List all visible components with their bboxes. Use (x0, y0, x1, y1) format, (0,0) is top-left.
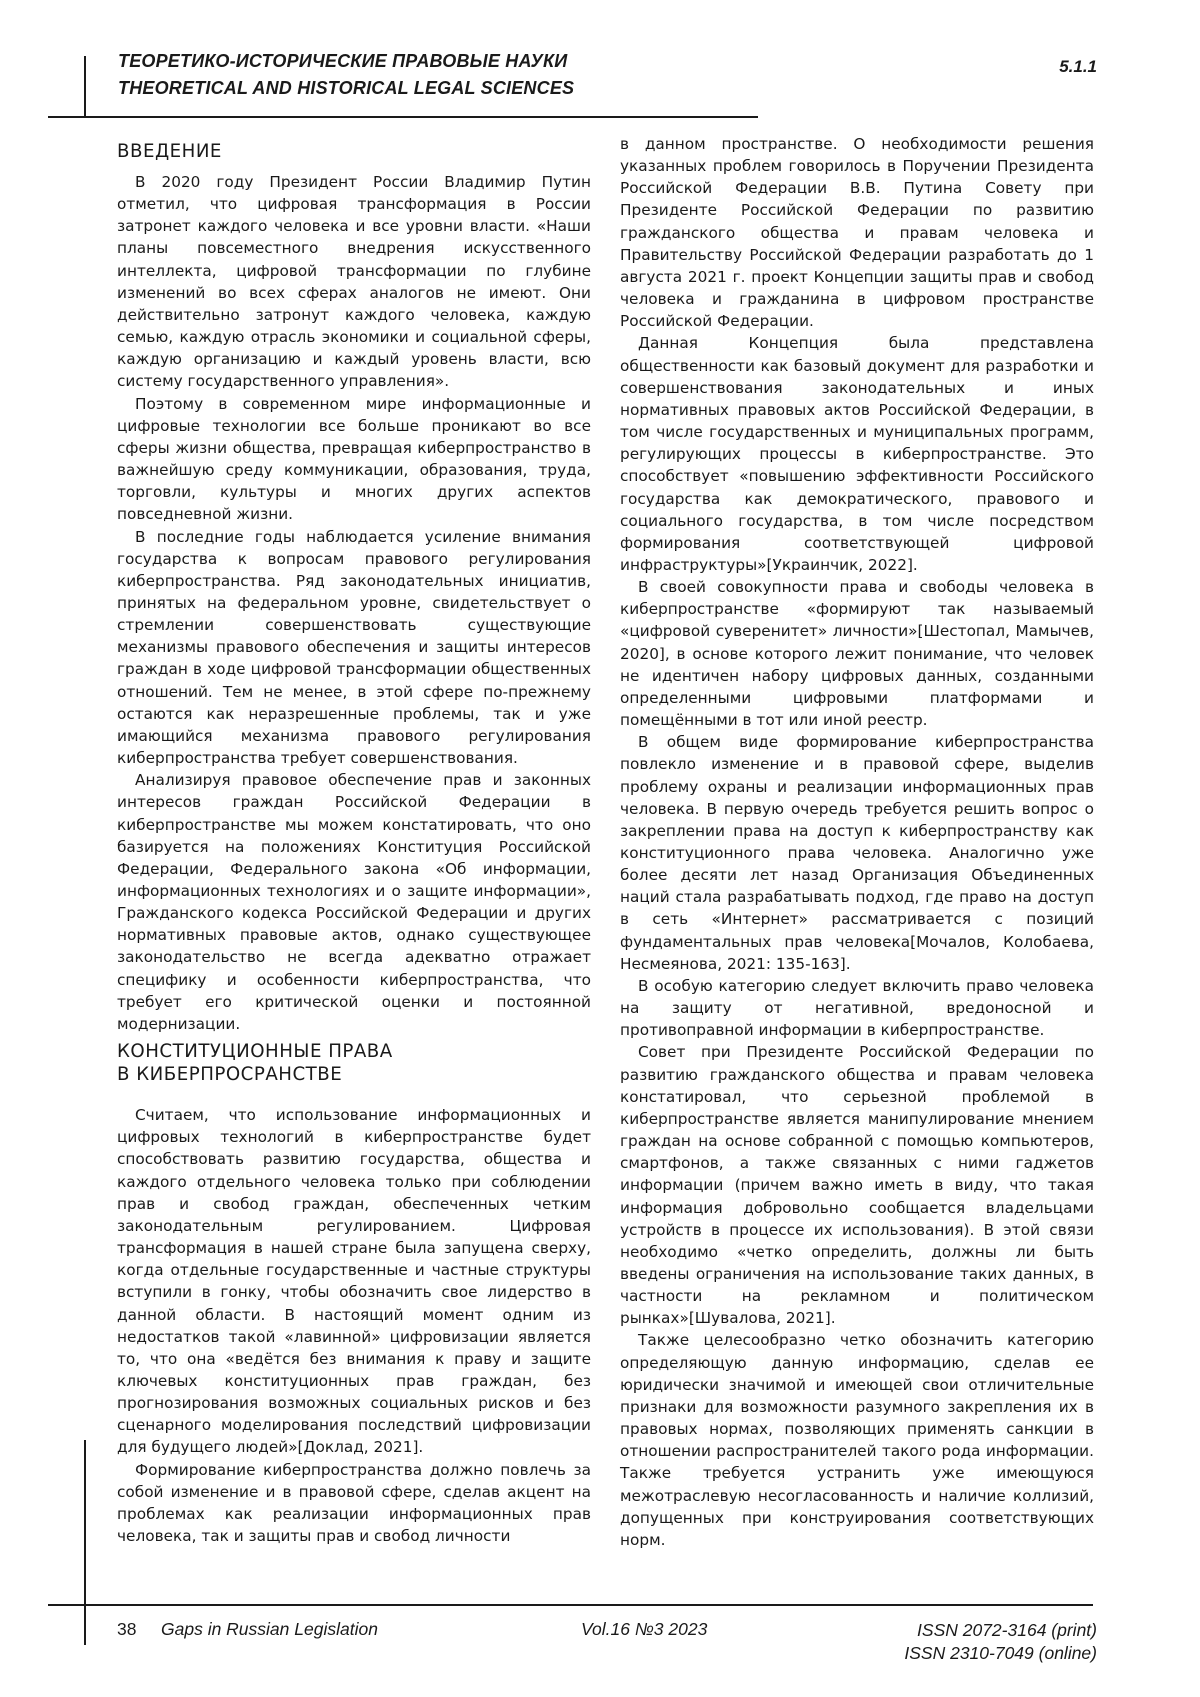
page-number: 38 (117, 1619, 137, 1639)
paragraph: В общем виде формирование киберпространства повлекло изменение и в правовой сфере, выделив проблему охраны и реализации информационных прав человека. В первую очередь требуется решить вопрос о закреплении права на доступ к киберпространству как конституционного права человека. Аналогично уже более десяти лет назад Организация Объединенных наций стала разрабатывать подход, где право на доступ в сеть «Интернет» рассматривается с позиций фундаментальных прав человека[Мочалов, Колобаева, Несмеянова, 2021: 135-163]. (620, 733, 1094, 973)
heading-introduction: ВВЕДЕНИЕ (117, 141, 222, 162)
heading-constitutional-rights (117, 1040, 591, 1086)
paragraph: В 2020 году Президент России Владимир Путин отметил, что цифровая трансформация в России затронет каждого человека и все уровни власти. «Наши планы повсеместного внедрения искусственного интеллекта, цифровой трансформации по глубине изменений во всех сферах аналогов не имеют. Они действительно затронут каждого человека, каждую семью, каждую отрасль экономики и социальной сферы, каждую организацию и каждый уровень власти, всю систему государственного управления». (117, 173, 591, 391)
paragraph: Совет при Президенте Российской Федерации по развитию гражданского общества и правам человека констатировал, что серьезной проблемой в киберпространстве является манипулирование мнением граждан на основе собранной с помощью компьютеров, смартфонов, а также связанных с ними гаджетов информации (причем важно иметь в виду, что такая информация добровольно сообщается владельцами устройств в процессе их использования). В этой связи необходимо «четко определить, должны ли быть введены ограничения на использование таких данных, в частности на рекламном и политическом рынках»[Шувалова, 2021]. (620, 1043, 1094, 1328)
section-title (118, 48, 574, 102)
section-title-ru: ТЕОРЕТИКО-ИСТОРИЧЕСКИЕ ПРАВОВЫЕ НАУКИ (118, 51, 568, 71)
footer-vertical-rule-left (84, 1440, 86, 1645)
paragraph: Данная Концепция была представлена общественности как базовый документ для разработки и совершенствования законодательных и иных нормативных правовых актов Российской Федерации, в том числе государственных и муниципальных программ, регулирующих процессы в киберпространстве. Это способствует «повышению эффективности Российского государства как демократического, правового и социального государства, в том числе посредством формирования соответствующей цифровой инфраструктуры»[Украинчик, 2022]. (620, 334, 1094, 574)
paragraph: Считаем, что использование информационных и цифровых технологий в киберпространстве будет способствовать развитию государства, общества и каждого отдельного человека только при соблюдении прав и свобод граждан, обеспеченных четким законодательным регулированием. Цифровая трансформация в нашей стране была запущена сверху, когда отдельные государственные и частные структуры вступили в гонку, чтобы обозначить свое лидерство в данной области. В настоящий момент одним из недостатков такой «лавинной» цифровизации является то, что она «ведётся без внимания к праву и защите ключевых конституционных прав граждан, без прогнозирования возможных социальных рисков и без сценарного моделирования последствий цифровизации для будущего людей»[Доклад, 2021]. (117, 1106, 591, 1457)
right-column (620, 133, 1094, 1551)
section-title-en: THEORETICAL AND HISTORICAL LEGAL SCIENCES (118, 78, 575, 98)
paragraph: В своей совокупности права и свободы человека в киберпространстве «формируют так называемый «цифровой суверенитет» личности»[Шестопал, Мамычев, 2020], в основе которого лежит понимание, что человек не идентичен набору цифровых данных, созданными определенными цифровыми платформами и помещёнными в тот или иной реестр. (620, 578, 1094, 730)
paragraph: В особую категорию следует включить право человека на защиту от негативной, вредоносной и противоправной информации в киберпространстве. (620, 976, 1094, 1040)
paragraph: Также целесообразно четко обозначить категорию определяющую данную информацию, сделав ее юридически значимой и имеющей свои отличительные признаки для возможности разумного закрепления их в правовых нормах, позволяющих применять санкции в отношении распространителей такого рода информации. Также требуется устранить уже имеющуюся межотраслевую несогласованность и наличие коллизий, допущенных при конструирования соответствующих норм. (620, 1331, 1094, 1549)
header-vertical-rule (84, 56, 86, 118)
paragraph: В последние годы наблюдается усиление внимания государства к вопросам правового регулирования киберпространства. Ряд законодательных инициатив, принятых на федеральном уровне, свидетельствует о стремлении совершенствовать существующие механизмы правового обеспечения и защиты интересов граждан в ходе цифровой трансформации общественных отношений. Тем не менее, в этой сфере по-прежнему остаются как неразрешенные проблемы, так и уже имающийся механизма правового регулирования киберпространства требует совершенствования. (117, 527, 591, 768)
left-column (117, 140, 591, 1547)
header-horizontal-rule (48, 116, 758, 118)
paragraph: Анализируя правовое обеспечение прав и законных интересов граждан Российской Федерации в киберпространстве мы можем констатировать, что оно базируется на положениях Конституция Российской Федерации, Федерального закона «Об информации, информационных технологиях и о защите информации», Гражданского кодекса Российской Федерации и других нормативных правовые актов, однако существующее законодательство не всегда адекватно отражает специфику и особенности киберпространства, что требует его критической оценки и постоянной модернизации. (117, 771, 591, 1033)
issue-info: Vol.16 №3 2023 (581, 1619, 708, 1639)
issn-block (904, 1619, 1097, 1665)
page-footer (117, 1619, 1097, 1667)
paragraph: Формирование киберпространства должно повлечь за собой изменение и в правовой сфере, сделав акцент на проблемах как реализации информационных прав человека, так и защиты прав и свобод личности (117, 1460, 591, 1546)
issn-online: ISSN 2310-7049 (online) (904, 1643, 1097, 1663)
issn-print: ISSN 2072-3164 (print) (917, 1620, 1097, 1640)
heading-line: КОНСТИТУЦИОННЫЕ ПРАВА (117, 1041, 393, 1063)
paragraph-continued: в данном пространстве. О необходимости решения указанных проблем говорилось в Поручении Президента Российской Федерации В.В. Путина Совету при Президенте Российской Федерации по развитию гражданского общества и правам человека и Правительству Российской Федерации разработать до 1 августа 2021 г. проект Концепции защиты прав и свобод человека и гражданина в цифровом пространстве Российской Федерации. (620, 135, 1094, 331)
footer-horizontal-rule (48, 1604, 1093, 1606)
paragraph: Поэтому в современном мире информационные и цифровые технологии все больше проникают во все сферы жизни общества, превращая киберпространство в важнейшую среду коммуникации, образования, труда, торговли, культуры и многих других аспектов повседневной жизни. (117, 394, 591, 524)
section-code: 5.1.1 (1059, 57, 1097, 76)
heading-line: В КИБЕРПРОСРАНСТВЕ (117, 1064, 343, 1086)
journal-name: Gaps in Russian Legislation (161, 1619, 378, 1639)
